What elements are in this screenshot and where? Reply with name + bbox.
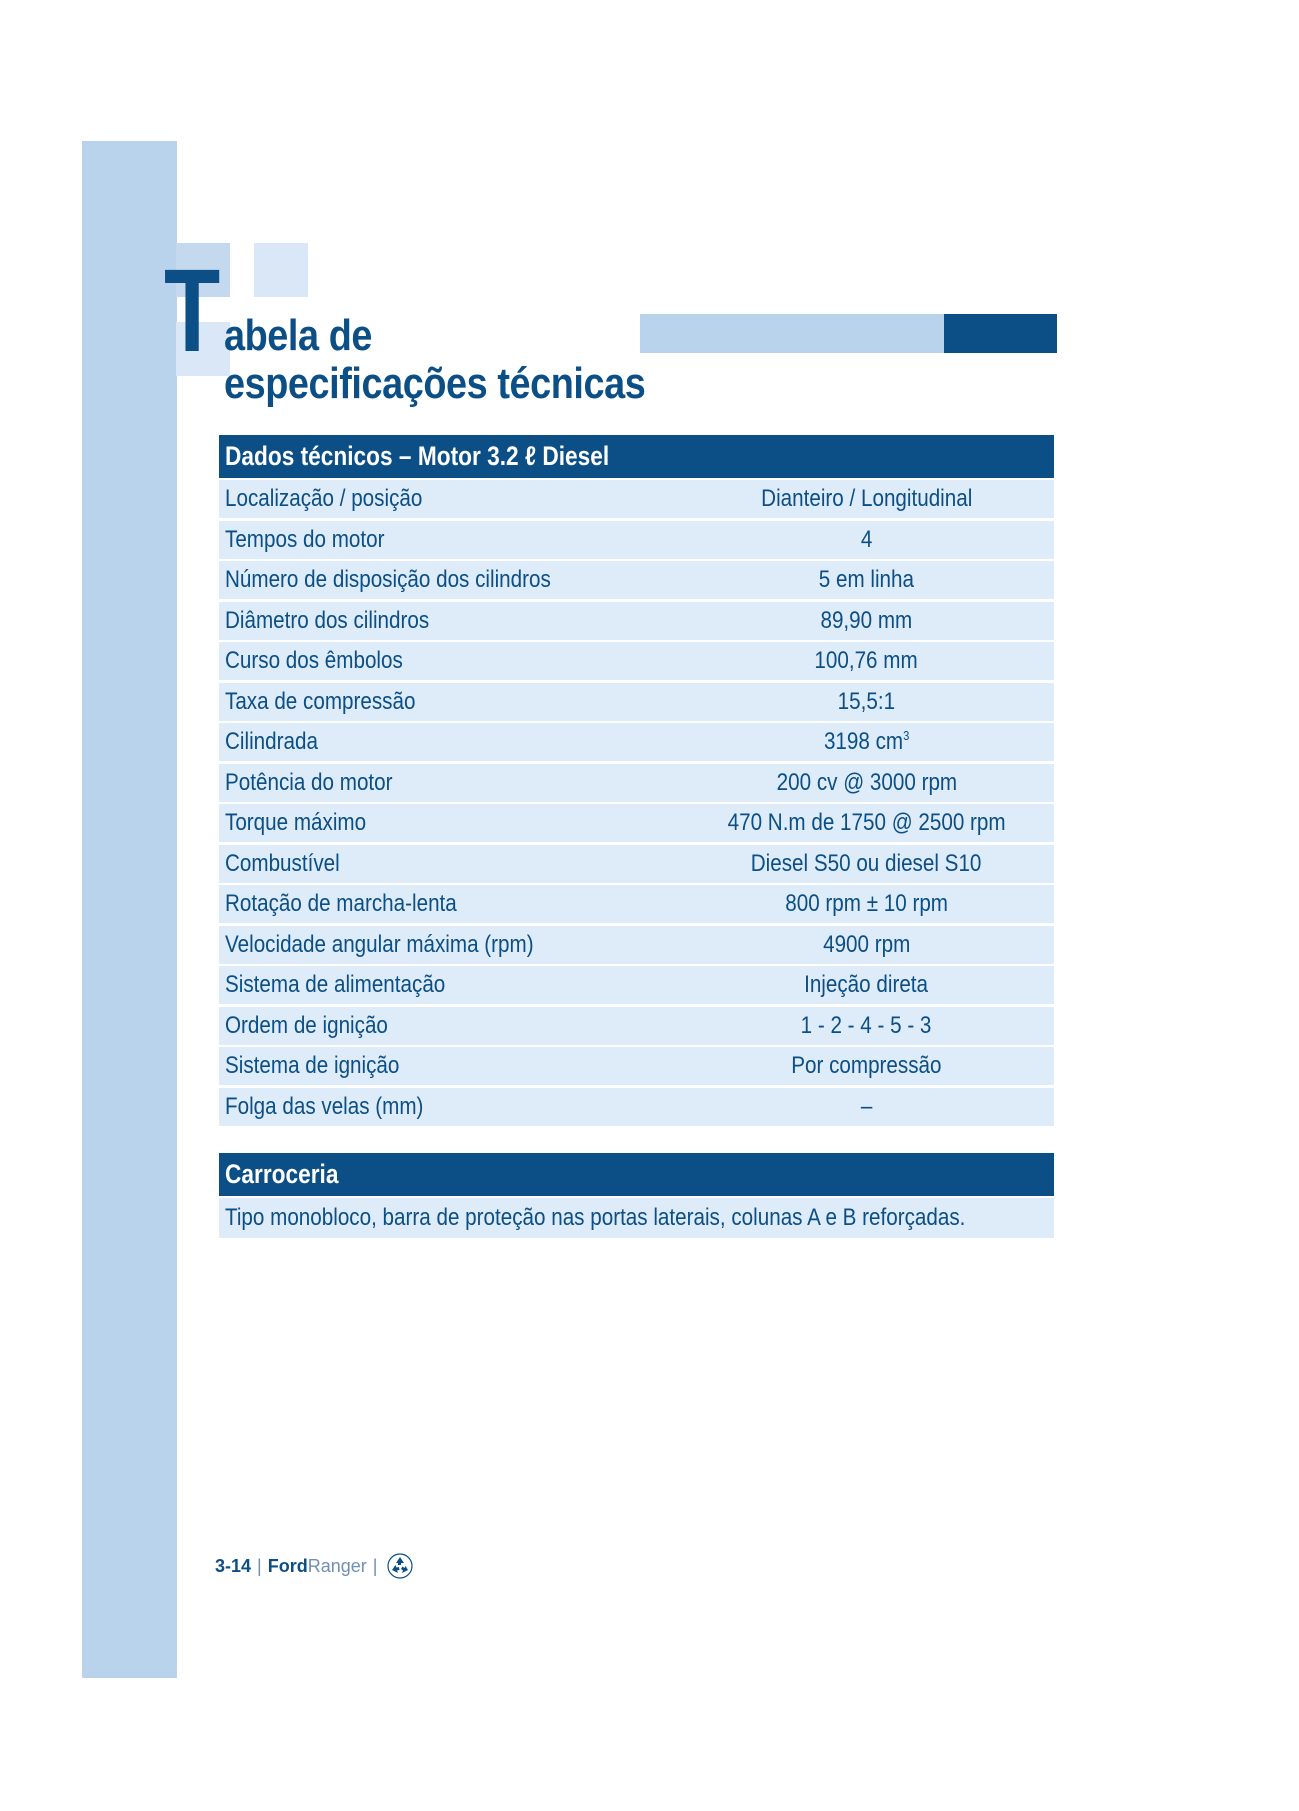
spec-value: 4 <box>860 525 873 553</box>
spec-label: Combustível <box>225 849 340 877</box>
header-bar-dark <box>944 314 1057 353</box>
spec-label: Localização / posição <box>225 485 423 512</box>
brand-ranger: Ranger <box>307 1555 367 1576</box>
table-row <box>219 966 1054 1004</box>
spec-value: 1 - 2 - 4 - 5 - 3 <box>801 1011 932 1039</box>
recycle-icon <box>387 1553 413 1579</box>
spec-label: Número de disposição dos cilindros <box>225 566 551 593</box>
table-row <box>219 885 1054 923</box>
spec-label: Velocidade angular máxima (rpm) <box>225 930 534 958</box>
spec-label: Folga das velas (mm) <box>225 1092 424 1120</box>
table-row <box>219 764 1054 802</box>
table-row <box>219 521 1054 559</box>
table-row <box>219 480 1054 518</box>
table-row <box>219 642 1054 680</box>
table-header: Dados técnicos – Motor 3.2 ℓ Diesel <box>219 435 1054 478</box>
body-description: Tipo monobloco, barra de proteção nas portas laterais, colunas A e B reforçadas. <box>219 1198 1054 1238</box>
deco-square <box>254 243 308 297</box>
table-row <box>219 845 1054 883</box>
table-row <box>219 804 1054 842</box>
spec-value: 100,76 mm <box>814 647 919 674</box>
spec-value: 470 N.m de 1750 @ 2500 rpm <box>727 809 1006 836</box>
table-row <box>219 926 1054 964</box>
spec-label: Curso dos êmbolos <box>225 647 403 674</box>
page-number: 3-14 <box>215 1555 252 1576</box>
spec-label: Cilindrada <box>225 728 318 755</box>
title-initial: T <box>164 245 221 377</box>
spec-value: 4900 rpm <box>822 930 911 958</box>
spec-label: Rotação de marcha-lenta <box>225 890 457 917</box>
spec-label: Sistema de ignição <box>225 1052 400 1079</box>
title-line-2: especificações técnicas <box>224 359 646 408</box>
engine-spec-table <box>219 435 1054 1128</box>
table-row <box>219 602 1054 640</box>
page-footer <box>215 1553 413 1579</box>
body-spec-table <box>219 1153 1054 1238</box>
spec-label: Torque máximo <box>225 809 367 836</box>
table-row <box>219 561 1054 599</box>
spec-label: Sistema de alimentação <box>225 971 446 998</box>
table-row <box>219 1088 1054 1126</box>
spec-value: Injeção direta <box>804 971 929 998</box>
spec-value: – <box>860 1092 873 1120</box>
brand-ford: Ford <box>267 1555 308 1576</box>
footer-separator: | <box>257 1555 262 1576</box>
table-row <box>219 1047 1054 1085</box>
spec-label: Tempos do motor <box>225 525 385 553</box>
table-row <box>219 723 1054 761</box>
spec-label: Potência do motor <box>225 768 393 796</box>
spec-value: Dianteiro / Longitudinal <box>760 485 973 512</box>
spec-value: 5 em linha <box>818 566 915 593</box>
side-band <box>82 141 177 1678</box>
footer-separator: | <box>372 1555 378 1576</box>
table-header: Carroceria <box>219 1153 1054 1196</box>
spec-label: Taxa de compressão <box>225 687 416 715</box>
spec-value: Por compressão <box>791 1052 942 1079</box>
table-row <box>219 1007 1054 1045</box>
spec-value: 15,5:1 <box>837 687 896 715</box>
spec-value: 3198 cm3 <box>823 728 910 755</box>
spec-value-superscript: 3 <box>902 728 910 743</box>
spec-label: Diâmetro dos cilindros <box>225 606 430 634</box>
spec-label: Ordem de ignição <box>225 1011 388 1039</box>
header-bar-light <box>640 314 944 353</box>
spec-value: Diesel S50 ou diesel S10 <box>751 849 982 877</box>
title-line-1: abela de <box>224 311 373 360</box>
spec-value: 800 rpm ± 10 rpm <box>785 890 948 917</box>
spec-value: 200 cv @ 3000 rpm <box>776 768 957 796</box>
table-row <box>219 683 1054 721</box>
spec-value: 89,90 mm <box>820 606 913 634</box>
